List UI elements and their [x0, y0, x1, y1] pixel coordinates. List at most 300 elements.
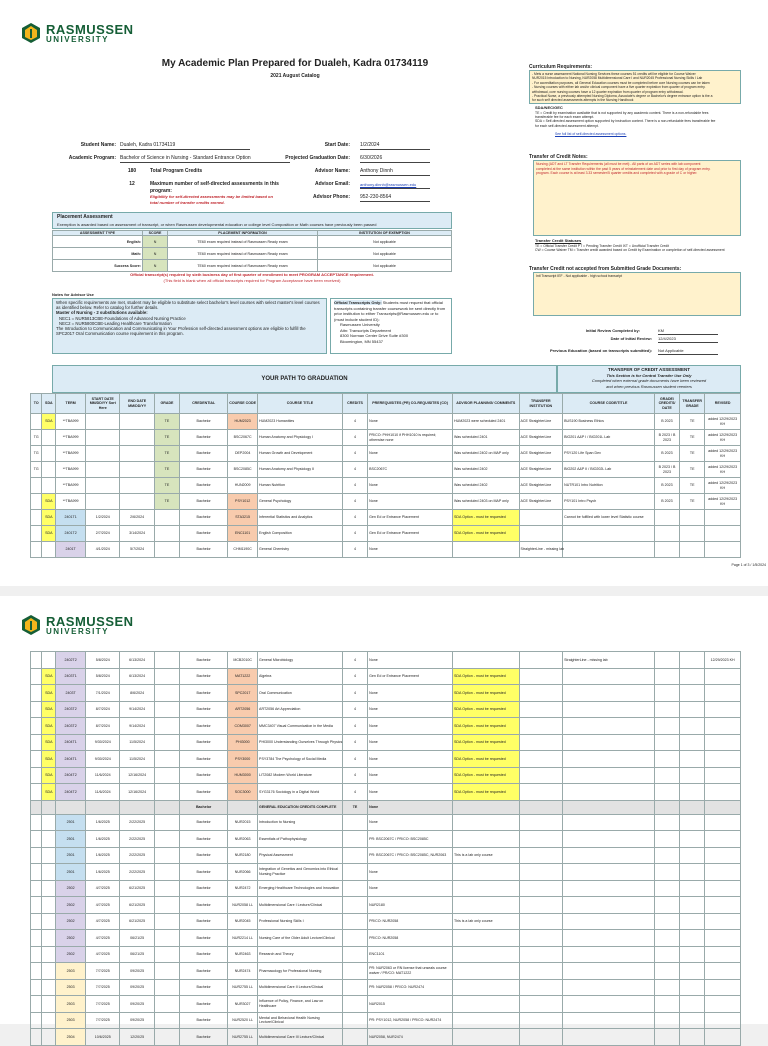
cell-inst	[563, 718, 655, 735]
notes-title: Notes for Advisor Use	[52, 292, 94, 297]
cell-pre: NUR2058, NUR2474	[368, 1029, 453, 1046]
cell-inst	[563, 685, 655, 702]
cell-start	[86, 494, 120, 510]
cell-empty	[31, 652, 42, 669]
course-row	[31, 767, 741, 784]
cell-pre: None	[368, 880, 453, 897]
proj-grad: 6/30/2026	[360, 155, 430, 163]
cell-code: NUR2063	[228, 831, 258, 848]
notes-line: When specific requirements are met, student may be eligible to substitute select bachelor's level courses with select master's level courses as identified below. Refer to catalog for further details.	[56, 300, 320, 311]
column-header: SDA	[42, 394, 56, 414]
cell-credits: 4	[342, 478, 367, 494]
cell-empty	[154, 913, 179, 930]
cell-empty	[519, 751, 563, 768]
cell-empty	[519, 767, 563, 784]
cell-code: NUR2474	[228, 963, 258, 980]
cell-term: 2401T	[56, 542, 86, 558]
cell-credits: 4	[342, 494, 367, 510]
cell-empty	[154, 831, 179, 848]
cell-end: 11/5/2024	[120, 751, 154, 768]
cell-rev	[705, 542, 741, 558]
cell-end: 2/22/2025	[120, 814, 154, 831]
cell-empty	[154, 979, 179, 996]
cell-empty	[154, 814, 179, 831]
cell-adv: SDA Option - must be requested	[453, 767, 520, 784]
curriculum-line: withdrawal, core nursing courses have a 12 quarter expiration from quarter of program entry withdrawal.	[532, 89, 684, 94]
transcript-address: 8300 Norman Center Drive Suite #300	[340, 333, 409, 338]
cell-credits: 4	[342, 542, 367, 558]
cell-adv	[453, 542, 520, 558]
cell-end: 06/21/25	[120, 946, 154, 963]
placement-info: TE60 exam required instead of Rasmussen Ready exam	[168, 260, 318, 272]
cell-empty	[654, 800, 679, 814]
cell-rev	[705, 718, 741, 735]
page-footer: Page 1 of 3 / 1/5/2024	[731, 563, 766, 567]
cell-cred: Bachelor	[180, 701, 228, 718]
cell-sda: SDA	[42, 510, 56, 526]
cell-pre: BSC2067C	[368, 462, 453, 478]
cell-adv: This is a lab only course	[453, 913, 520, 930]
cell-credits: 4	[342, 462, 367, 478]
cell-sda: SDA	[42, 784, 56, 801]
cell-gcd: B 2023 / B 2023	[654, 430, 679, 446]
cell-empty	[42, 897, 56, 914]
cell-grade: TE	[154, 462, 179, 478]
cell-grade	[154, 542, 179, 558]
cell-term: 2404T1	[56, 734, 86, 751]
cell-empty	[705, 946, 741, 963]
cell-title: MMC3407 Visual Communication in the Media	[258, 718, 343, 735]
cell-empty	[705, 880, 741, 897]
cell-credits	[342, 880, 367, 897]
cell-empty	[519, 979, 563, 996]
column-header: ADVISOR PLANNING/ COMMENTS	[453, 394, 520, 414]
cell-empty	[705, 1012, 741, 1029]
cell-end: 12/20/25	[120, 1029, 154, 1046]
cell-empty	[31, 897, 42, 914]
column-header: TRANSFER INSTITUTION	[519, 394, 563, 414]
cell-grade	[154, 510, 179, 526]
cell-empty	[42, 1029, 56, 1046]
advisor-phone: 952-230-8564	[360, 194, 430, 202]
cell-term: 2502	[56, 880, 86, 897]
transfer-credit-title: TRANSFER OF CREDIT ASSESSMENT	[607, 367, 691, 372]
cell-start: 9/30/2024	[86, 751, 120, 768]
cell-empty	[680, 963, 705, 980]
cell-term: 2401T1	[56, 510, 86, 526]
sda-options-link[interactable]: See full list of self-directed assessment options.	[555, 132, 627, 137]
cell-empty	[654, 685, 679, 702]
cell-empty	[31, 864, 42, 881]
cell-title: SYG3176 Sociology in a Digital World	[258, 784, 343, 801]
cell-empty	[154, 1012, 179, 1029]
cell-start	[86, 462, 120, 478]
curriculum-line: - Mets a nurse assessment National Nursing Services these courses 51 credits will be eligible for Course Waiver	[532, 72, 696, 76]
cell-empty	[519, 996, 563, 1013]
cell-empty	[519, 718, 563, 735]
cell-title: Research and Theory	[258, 946, 343, 963]
curriculum-line: for such self directed assessments attempts in the Nursing Handbook	[532, 98, 634, 103]
cell-credits	[342, 996, 367, 1013]
placement-type: Math:	[53, 248, 143, 260]
sda-legend-line: TE = Credit by examination available that is not supported by any academic content. There is a non-refundable fees	[535, 110, 709, 115]
cell-empty	[563, 800, 655, 814]
brand-sub: UNIVERSITY	[46, 34, 110, 44]
cell-rev	[705, 734, 741, 751]
cell-end: 9/14/2024	[120, 718, 154, 735]
cell-cred: Bachelor	[180, 814, 228, 831]
cell-empty	[563, 880, 655, 897]
placement-inst: Not applicable	[318, 236, 452, 248]
cell-code: PHI3000	[228, 734, 258, 751]
cell-adv	[453, 864, 520, 881]
cell-pre: None	[368, 446, 453, 462]
cell-rev: added 12/29/2023 KH	[705, 478, 741, 494]
cell-pre: PR: NUR2058 / PR/CO: NUR2474	[368, 979, 453, 996]
cell-end: 5/7/2024	[120, 542, 154, 558]
advisor-name-label: Advisor Name:	[314, 168, 350, 174]
cell-empty	[654, 784, 679, 801]
placement-note: Exemption is awarded based on assessment of transcript, or when Rasmussen developmental education or college level Composition or Math courses have previously been passed	[57, 221, 377, 227]
cell-cred: Bachelor	[180, 963, 228, 980]
sda-legend-line: for each self-directed assessment attempt.	[535, 123, 599, 128]
cell-empty	[654, 946, 679, 963]
official-transcripts-box	[330, 298, 452, 354]
cell-inst: ACE StraighterLine	[519, 430, 563, 446]
cell-title: HUM2023 Humanities	[258, 414, 343, 430]
cell-sda	[42, 652, 56, 669]
cell-credits: 4	[342, 446, 367, 462]
cell-title: Professional Nursing Skills I	[258, 913, 343, 930]
cell-pre: NUR2180	[368, 897, 453, 914]
cell-empty	[705, 963, 741, 980]
cell-empty	[31, 1029, 42, 1046]
cell-start: 4/1/2024	[86, 542, 120, 558]
cell-empty	[519, 668, 563, 685]
cell-title: General Chemistry	[258, 542, 343, 558]
cell-empty	[519, 864, 563, 881]
cell-empty	[563, 831, 655, 848]
placement-col: ASSESSMENT TYPE	[53, 231, 143, 236]
cell-empty	[680, 718, 705, 735]
cell-rev: added 12/29/2023 KH	[705, 430, 741, 446]
cell-term: **TBA999	[56, 430, 86, 446]
cell-gcd	[654, 542, 679, 558]
total-credits-value: 180	[127, 168, 137, 174]
cell-adv: HUM2023 were scheduled 2401	[453, 414, 520, 430]
prev-edu: Not Applicable	[658, 348, 718, 355]
course-plan-table-continued	[30, 651, 741, 1046]
transcript-warning: Official transcript(s) required by sixth business day of first quarter of enrollment to meet PROGRAM ACCEPTANCE requirement.	[130, 272, 374, 277]
cell-credits	[342, 913, 367, 930]
course-row	[31, 510, 741, 526]
cell-empty	[154, 767, 179, 784]
cell-empty	[154, 784, 179, 801]
cell-inst	[563, 734, 655, 751]
cell-term: **TBA999	[56, 446, 86, 462]
cell-tg: TE	[680, 462, 705, 478]
cell-empty	[680, 800, 705, 814]
advisor-email-link[interactable]: anthony.dinnh@rasmussen.edu	[360, 182, 430, 189]
placement-score: N	[143, 248, 168, 260]
cell-end: 09/20/25	[120, 1012, 154, 1029]
cell-rev	[705, 784, 741, 801]
cell-to: TG	[31, 430, 42, 446]
official-transcripts-title: Official Transcripts Only:	[334, 300, 382, 305]
cell-pre: PR: PSY1012, NUR2058 / PR/CO: NUR2474	[368, 1012, 453, 1029]
cell-credits	[342, 963, 367, 980]
transfer-credit-sub: Completed when external grade documents have been reviewed	[591, 378, 707, 383]
student-name: Dualeh, Kadra 01734119	[120, 142, 250, 150]
advisor-email-label: Advisor Email:	[314, 181, 350, 187]
sda-legend	[535, 105, 741, 137]
cell-pre: PR/CO: NUR2058	[368, 913, 453, 930]
cell-cred: Bachelor	[180, 718, 228, 735]
cell-empty	[680, 1029, 705, 1046]
cell-empty	[31, 1012, 42, 1029]
cell-empty	[705, 996, 741, 1013]
cell-title: English Composition	[258, 526, 343, 542]
cell-empty	[154, 864, 179, 881]
column-header: TRANSFER GRADE	[680, 394, 705, 414]
cell-empty	[31, 800, 42, 814]
placement-inst: Not applicable	[318, 248, 452, 260]
course-row	[31, 930, 741, 947]
cell-adv: SDA Option - must be requested	[453, 510, 520, 526]
cell-end: 09/20/25	[120, 963, 154, 980]
curriculum-title: Curriculum Requirements:	[529, 64, 593, 70]
cell-end: 2/6/2024	[120, 510, 154, 526]
cell-adv: SDA Option - must be requested	[453, 668, 520, 685]
cell-empty	[120, 800, 154, 814]
cell-empty	[519, 1012, 563, 1029]
column-header: TERM	[56, 394, 86, 414]
cell-empty	[31, 734, 42, 751]
cell-empty	[705, 831, 741, 848]
cell-pre: NUR2015	[368, 996, 453, 1013]
cell-empty	[519, 784, 563, 801]
cell-cred: Bachelor	[180, 734, 228, 751]
cell-grade: TE	[154, 494, 179, 510]
placement-col: PLACEMENT INFORMATION	[168, 231, 318, 236]
cell-start: 11/6/2024	[86, 767, 120, 784]
cell-end: 6/21/2025	[120, 897, 154, 914]
path-title: YOUR PATH TO GRADUATION	[261, 376, 348, 382]
cell-empty	[563, 864, 655, 881]
cell-start: 7/7/2025	[86, 1012, 120, 1029]
cell-adv: This is a lab only course	[453, 847, 520, 864]
cell-title: Influence of Policy, Finance, and Law on Healthcare	[258, 996, 343, 1013]
cell-cred: Bachelor	[180, 913, 228, 930]
prev-edu-label: Previous Education (based on transcripts submitted):	[549, 348, 652, 353]
cell-empty	[563, 963, 655, 980]
cell-empty	[680, 652, 705, 669]
cell-start: 5/8/2024	[86, 652, 120, 669]
cell-code: SOC3000	[228, 784, 258, 801]
cell-empty	[42, 831, 56, 848]
cell-inst: ACE StraighterLine	[519, 478, 563, 494]
cell-start: 1/6/2025	[86, 847, 120, 864]
cell-end: 09/20/25	[120, 996, 154, 1013]
cell-empty	[654, 767, 679, 784]
cell-rev: added 12/29/2023 KH	[705, 414, 741, 430]
cell-start: 8/7/2024	[86, 718, 120, 735]
cell-start: 11/6/2024	[86, 784, 120, 801]
course-row	[31, 831, 741, 848]
course-row	[31, 668, 741, 685]
notes-line: The Introduction to Communication and Communicating in Your Profession self-directed assessment options are eligible to fulfill the SPC2017 Oral Communication course requirement in this program.	[56, 326, 306, 337]
torch-icon	[20, 614, 42, 636]
cell-pre: PR: BSC2067C / PR/CO: BSC2085C	[368, 831, 453, 848]
transfer-status-line: CW = Course Waiver TM = Transfer credit awarded based on Credit by Examination or completion of self-directed assessment	[535, 247, 725, 252]
page-title: My Academic Plan Prepared for Dualeh, Kadra 01734119	[161, 58, 429, 69]
cell-adv	[453, 963, 520, 980]
cell-empty	[680, 946, 705, 963]
cell-empty	[705, 979, 741, 996]
cell-empty	[680, 880, 705, 897]
torch-icon	[20, 22, 42, 44]
university-logo	[20, 22, 134, 44]
cell-empty	[654, 668, 679, 685]
cell-code: BSC2085C	[228, 462, 258, 478]
cell-cred: Bachelor	[180, 880, 228, 897]
cell-credits	[342, 864, 367, 881]
cell-empty	[31, 847, 42, 864]
cell-empty	[654, 913, 679, 930]
cell-adv: SDA Option - must be requested	[453, 718, 520, 735]
cell-end: 3/14/2024	[120, 526, 154, 542]
cell-empty	[519, 652, 563, 669]
cell-end: 6/13/2024	[120, 668, 154, 685]
course-row	[31, 462, 741, 478]
cell-title: Integration of Genetics and Genomics into Ethical Nursing Practice	[258, 864, 343, 881]
cell-empty	[563, 979, 655, 996]
cell-end: 6/13/2024	[120, 652, 154, 669]
cell-code: STA3215	[228, 510, 258, 526]
cell-title: Multidimensional Care II Lecture/Clinical	[258, 979, 343, 996]
cell-empty	[31, 784, 42, 801]
cell-title: Introduction to Nursing	[258, 814, 343, 831]
cell-end: 06/21/25	[120, 930, 154, 947]
cell-to	[31, 526, 42, 542]
column-header: PREREQUISITES (PR) CO-REQUISITES (CO)	[368, 394, 453, 414]
cell-sda	[42, 462, 56, 478]
cell-code: NUR2463	[228, 946, 258, 963]
cell-empty	[42, 864, 56, 881]
cell-code: NUR2472	[228, 880, 258, 897]
course-row	[31, 414, 741, 430]
program-value: Bachelor of Science in Nursing - Standard Entrance Option	[120, 155, 290, 163]
cell-term: 2402T2	[56, 652, 86, 669]
cell-rev	[705, 668, 741, 685]
cell-empty	[31, 963, 42, 980]
cell-empty	[42, 1012, 56, 1029]
cell-adv	[453, 1012, 520, 1029]
cell-title: Physical Assessment	[258, 847, 343, 864]
cell-empty	[680, 831, 705, 848]
cell-pre: None	[368, 478, 453, 494]
max-sda-label: Maximum number of self-directed assessments in this program:	[150, 181, 279, 194]
cell-credits	[342, 1029, 367, 1046]
official-transcripts-text: Students must request that official transcripts containing transfer coursework be sent directly from prior institution to either Transcripts@Rasmussen.edu or to (must include student ID):	[334, 300, 446, 322]
transcript-warning-note: (This field is blank when all official transcripts required for Program Acceptance have been received)	[163, 278, 341, 283]
path-header	[52, 365, 557, 393]
course-plan-table	[30, 393, 741, 558]
cell-empty	[519, 930, 563, 947]
cell-code: PSY3000	[228, 751, 258, 768]
cell-cred: Bachelor	[180, 685, 228, 702]
cell-adv: Was scheduled 2401	[453, 430, 520, 446]
cell-to	[31, 414, 42, 430]
cell-start: 1/6/2025	[86, 831, 120, 848]
cell-code: COM3007	[228, 718, 258, 735]
cell-code: BSC2067C	[228, 430, 258, 446]
review-date-label: Date of Initial Review:	[610, 336, 652, 341]
cell-title: Mental and Behavioral Health Nursing Lecture/Clinical	[258, 1012, 343, 1029]
cell-credits: 4	[342, 685, 367, 702]
cell-empty	[705, 897, 741, 914]
cell-empty	[42, 913, 56, 930]
cell-sda	[42, 542, 56, 558]
cell-gcd: B 2023	[654, 446, 679, 462]
cell-empty	[680, 847, 705, 864]
cell-cred: Bachelor	[180, 414, 228, 430]
placement-table	[52, 230, 452, 272]
cell-gcd: B 2023 / B 2023	[654, 462, 679, 478]
column-header: COURSE CODE	[228, 394, 258, 414]
cell-empty	[705, 930, 741, 947]
cell-title: Multidimensional Care I Lecture/Clinical	[258, 897, 343, 914]
cell-empty	[680, 767, 705, 784]
column-header: REVISED	[705, 394, 741, 414]
cell-empty	[705, 814, 741, 831]
cell-term: 2403T1	[56, 668, 86, 685]
advisor-name: Anthony Dinnh	[360, 168, 430, 176]
cell-sda	[42, 430, 56, 446]
cell-code: PSY1012	[228, 494, 258, 510]
cell-empty	[154, 668, 179, 685]
cell-empty	[705, 1029, 741, 1046]
course-row	[31, 963, 741, 980]
cell-inst: ACE StraighterLine	[519, 446, 563, 462]
cell-title: Oral Communication	[258, 685, 343, 702]
cell-adv: SDA Option - must be requested	[453, 685, 520, 702]
cell-pre: None	[368, 701, 453, 718]
cell-to	[31, 478, 42, 494]
cell-empty	[654, 930, 679, 947]
cell-credits: 4	[342, 652, 367, 669]
cell-code: NUR2180	[228, 847, 258, 864]
cell-adv: SDA Option - must be requested	[453, 734, 520, 751]
cell-empty	[680, 979, 705, 996]
cell-start: 8/7/2024	[86, 701, 120, 718]
cell-adv: Was scheduled 2403 on MAP only	[453, 494, 520, 510]
notes-line: NEC1 = NUR5813CBE-Foundations of Advanced Nursing Practice	[59, 315, 186, 321]
cell-empty	[31, 751, 42, 768]
cell-term: 2403T2	[56, 718, 86, 735]
cell-tg: TE	[680, 414, 705, 430]
total-credits-label: Total Program Credits	[150, 168, 203, 174]
cell-pre: None	[368, 542, 453, 558]
cell-inst	[519, 526, 563, 542]
cell-empty	[453, 800, 520, 814]
cell-cred: Bachelor	[180, 784, 228, 801]
cell-pre: None	[368, 685, 453, 702]
cell-empty	[654, 701, 679, 718]
cell-pre: None	[368, 800, 453, 814]
not-accepted-text: Intl Transcript IEF - Not applicable - high school transcript	[536, 274, 623, 278]
cell-end	[120, 446, 154, 462]
